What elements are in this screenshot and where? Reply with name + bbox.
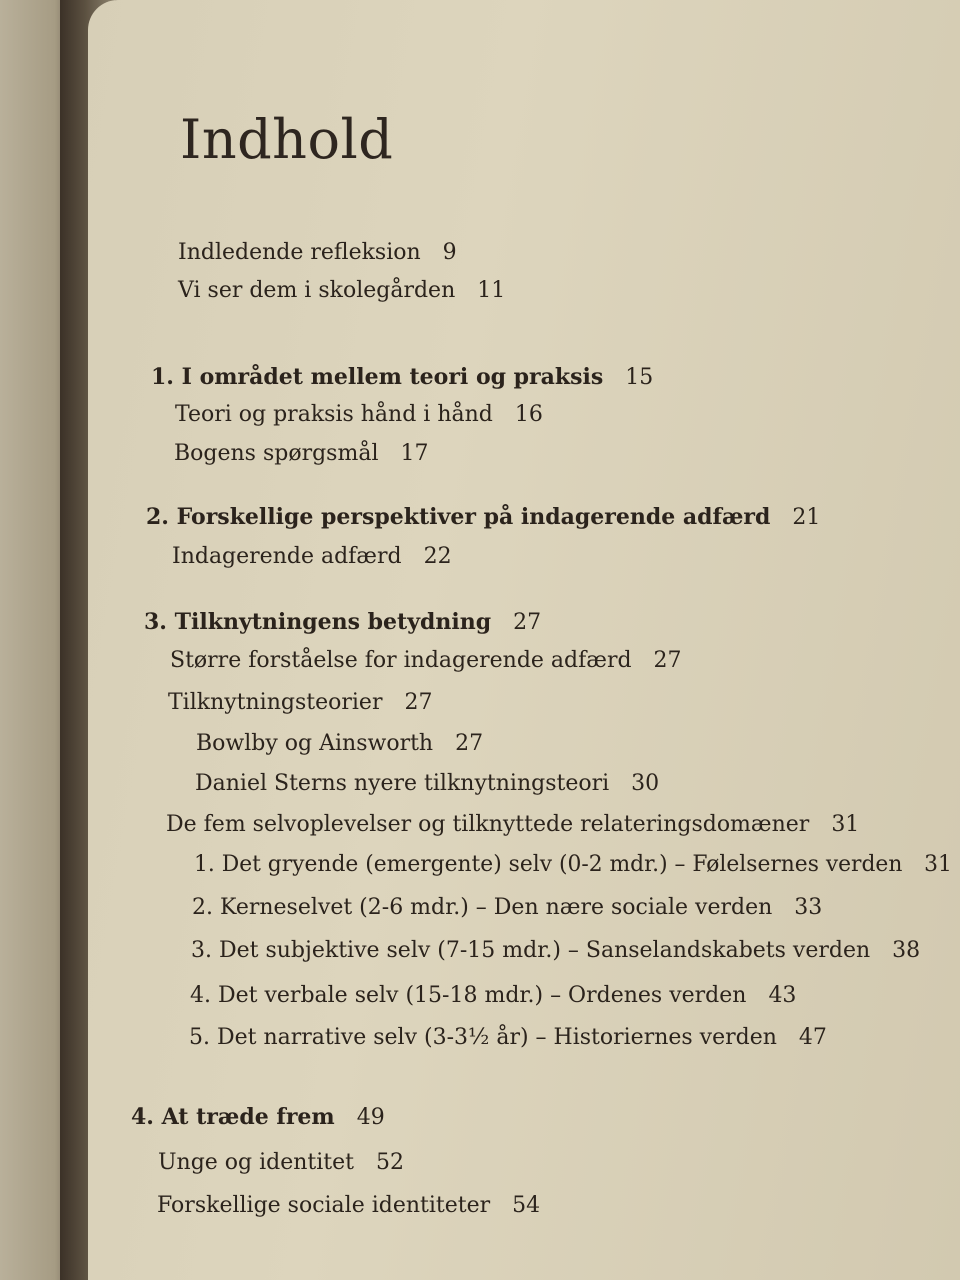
toc-entry-title: 3. Det subjektive selv (7-15 mdr.) – Sanselandskabets verden — [191, 938, 871, 963]
toc-entry-page: 21 — [792, 505, 821, 530]
toc-entry-page: 22 — [423, 544, 452, 569]
toc-entry-page: 16 — [514, 402, 543, 427]
toc-entry-page: 11 — [477, 278, 506, 303]
toc-entry-title: 1. Det gryende (emergente) selv (0-2 mdr.) – Følelsernes verden — [194, 852, 903, 877]
toc-entry-title: Vi ser dem i skolegården — [178, 278, 456, 303]
toc-chapter — [131, 1104, 385, 1130]
toc-entry — [189, 1025, 827, 1050]
toc-entry — [166, 812, 859, 837]
toc-entry-title: 5. Det narrative selv (3-3½ år) – Historiernes verden — [189, 1025, 777, 1050]
toc-entry-page: 54 — [512, 1193, 541, 1218]
toc-entry — [175, 402, 543, 427]
toc-entry — [172, 544, 452, 569]
toc-entry-title: Indledende refleksion — [178, 240, 421, 265]
toc-chapter — [144, 609, 541, 635]
toc-entry — [158, 1150, 404, 1175]
toc-chapter — [146, 504, 820, 530]
toc-entry-page: 47 — [798, 1025, 827, 1050]
toc-entry — [192, 895, 822, 920]
toc-entry-title: Bowlby og Ainsworth — [196, 731, 434, 756]
toc-entry-title: 4. At træde frem — [131, 1104, 335, 1130]
toc-entry-title: Unge og identitet — [158, 1150, 355, 1175]
toc-entry-title: Tilknytningsteorier — [168, 690, 383, 715]
toc-entry — [174, 441, 429, 466]
toc-entry-title: 1. I området mellem teori og praksis — [151, 364, 604, 390]
toc-entry-title: De fem selvoplevelser og tilknyttede relateringsdomæner — [166, 812, 810, 837]
toc-chapter — [151, 364, 653, 390]
toc-entry — [170, 648, 682, 673]
toc-entry-page: 33 — [794, 895, 823, 920]
toc-entry-page: 27 — [513, 610, 542, 635]
toc-entry — [178, 278, 505, 303]
toc-entry — [157, 1193, 540, 1218]
toc-entry-title: Teori og praksis hånd i hånd — [175, 402, 493, 427]
toc-entry-page: 27 — [455, 731, 484, 756]
toc-entry — [194, 852, 952, 877]
toc-entry — [168, 690, 432, 715]
toc-entry-page: 30 — [631, 771, 660, 796]
toc-entry-page: 27 — [653, 648, 682, 673]
toc-entry — [196, 731, 483, 756]
toc-entry-page: 49 — [356, 1105, 385, 1130]
book-page — [88, 0, 960, 1280]
toc-entry-page: 9 — [442, 240, 457, 265]
toc-entry-page: 15 — [625, 365, 654, 390]
toc-entry-page: 38 — [892, 938, 921, 963]
toc-entry-title: Bogens spørgsmål — [174, 441, 379, 466]
toc-entry — [178, 240, 457, 265]
toc-entry-title: 3. Tilknytningens betydning — [144, 609, 492, 635]
toc-entry-page: 31 — [831, 812, 860, 837]
toc-entry — [190, 983, 796, 1008]
toc-entry-title: 2. Forskellige perspektiver på indagerende adfærd — [146, 504, 771, 530]
toc-entry — [191, 938, 920, 963]
toc-entry — [195, 771, 659, 796]
toc-entry-title: 4. Det verbale selv (15-18 mdr.) – Ordenes verden — [190, 983, 747, 1008]
toc-entry-title: 2. Kerneselvet (2-6 mdr.) – Den nære sociale verden — [192, 895, 773, 920]
toc-entry-title: Indagerende adfærd — [172, 544, 402, 569]
toc-entry-page: 31 — [924, 852, 952, 877]
toc-entry-title: Forskellige sociale identiteter — [157, 1193, 491, 1218]
toc-entry-page: 27 — [404, 690, 433, 715]
toc-entry-title: Større forståelse for indagerende adfærd — [170, 648, 632, 673]
toc-entry-page: 17 — [400, 441, 429, 466]
table-of-contents — [88, 0, 960, 1280]
page-title: Indhold — [180, 108, 394, 171]
toc-entry-title: Daniel Sterns nyere tilknytningsteori — [195, 771, 610, 796]
toc-entry-page: 43 — [768, 983, 797, 1008]
toc-entry-page: 52 — [376, 1150, 405, 1175]
